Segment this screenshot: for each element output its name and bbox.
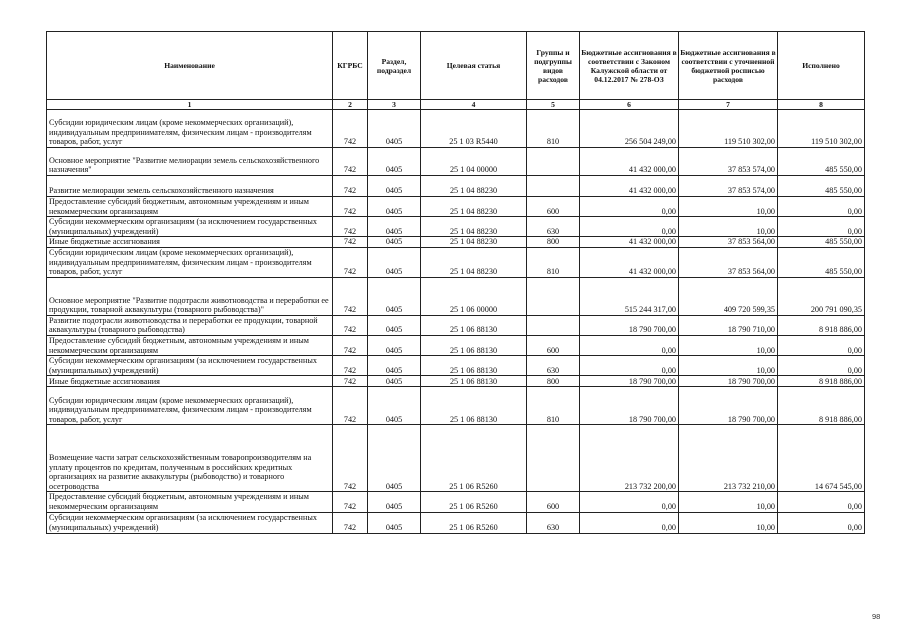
row-law-amount: 0,00: [580, 512, 679, 533]
row-refined-amount: 18 790 710,00: [679, 315, 778, 335]
table-row: [47, 492, 865, 512]
header-kgrbs: КГРБС: [333, 32, 368, 100]
row-group: 600: [527, 197, 580, 217]
row-target: 25 1 04 88230: [421, 197, 527, 217]
row-kgrbs: 742: [333, 176, 368, 197]
row-refined-amount: 10,00: [679, 197, 778, 217]
row-group: 810: [527, 247, 580, 277]
column-number: 2: [333, 100, 368, 110]
row-target: 25 1 04 88230: [421, 237, 527, 248]
row-target: 25 1 06 R5260: [421, 425, 527, 492]
row-name: Развитие подотрасли животноводства и переработки ее продукции, товарной аквакультуры (товарного рыбоводства): [47, 315, 333, 335]
row-name: Основное мероприятие "Развитие мелиорации земель сельскохозяйственного назначения": [47, 148, 333, 176]
table-row: [47, 176, 865, 197]
table-row: [47, 387, 865, 425]
row-refined-amount: 18 790 700,00: [679, 387, 778, 425]
row-group: 810: [527, 387, 580, 425]
table-row: [47, 425, 865, 492]
row-executed-amount: 200 791 090,35: [778, 277, 865, 315]
row-kgrbs: 742: [333, 247, 368, 277]
row-section: 0405: [368, 277, 421, 315]
row-law-amount: 0,00: [580, 492, 679, 512]
row-executed-amount: 0,00: [778, 197, 865, 217]
row-kgrbs: 742: [333, 387, 368, 425]
row-group: 810: [527, 110, 580, 148]
column-number: 4: [421, 100, 527, 110]
row-group: 630: [527, 356, 580, 376]
row-law-amount: 0,00: [580, 197, 679, 217]
column-number: 3: [368, 100, 421, 110]
row-section: 0405: [368, 425, 421, 492]
header-executed: Исполнено: [778, 32, 865, 100]
header-name: Наименование: [47, 32, 333, 100]
row-name: Возмещение части затрат сельскохозяйственным товаропроизводителям на уплату процентов по кредитам, полученным в российских кредитных организациях на развитие аквакультуры (рыбоводство) и товарного осетроводства: [47, 425, 333, 492]
row-group: [527, 425, 580, 492]
row-section: 0405: [368, 247, 421, 277]
row-kgrbs: 742: [333, 197, 368, 217]
row-refined-amount: 37 853 574,00: [679, 148, 778, 176]
column-number: 6: [580, 100, 679, 110]
row-target: 25 1 04 00000: [421, 148, 527, 176]
row-name: Субсидии юридическим лицам (кроме некоммерческих организаций), индивидуальным предпринимателям, физическим лицам - производителям товаров, работ, услуг: [47, 387, 333, 425]
table-row: [47, 197, 865, 217]
row-law-amount: 41 432 000,00: [580, 176, 679, 197]
table-row: [47, 512, 865, 533]
row-name: Субсидии некоммерческим организациям (за исключением государственных (муниципальных) учреждений): [47, 217, 333, 237]
table-row: [47, 110, 865, 148]
row-executed-amount: 119 510 302,00: [778, 110, 865, 148]
table-row: [47, 356, 865, 376]
header-row: [47, 32, 865, 100]
row-group: 630: [527, 512, 580, 533]
row-refined-amount: 37 853 564,00: [679, 237, 778, 248]
row-kgrbs: 742: [333, 425, 368, 492]
row-section: 0405: [368, 356, 421, 376]
row-group: 800: [527, 237, 580, 248]
row-target: 25 1 06 R5260: [421, 512, 527, 533]
row-kgrbs: 742: [333, 512, 368, 533]
row-law-amount: 0,00: [580, 356, 679, 376]
row-group: 630: [527, 217, 580, 237]
row-law-amount: 41 432 000,00: [580, 148, 679, 176]
row-name: Субсидии юридическим лицам (кроме некоммерческих организаций), индивидуальным предпринимателям, физическим лицам - производителям товаров, работ, услуг: [47, 247, 333, 277]
row-name: Иные бюджетные ассигнования: [47, 237, 333, 248]
row-refined-amount: 37 853 564,00: [679, 247, 778, 277]
header-group: Группы и подгруппы видов расходов: [527, 32, 580, 100]
row-kgrbs: 742: [333, 492, 368, 512]
row-law-amount: 515 244 317,00: [580, 277, 679, 315]
table-row: [47, 217, 865, 237]
row-name: Предоставление субсидий бюджетным, автономным учреждениям и иным некоммерческим организациям: [47, 492, 333, 512]
row-executed-amount: 8 918 886,00: [778, 387, 865, 425]
row-target: 25 1 06 R5260: [421, 492, 527, 512]
row-refined-amount: 10,00: [679, 335, 778, 355]
row-refined-amount: 409 720 599,35: [679, 277, 778, 315]
row-refined-amount: 18 790 700,00: [679, 376, 778, 387]
table-row: [47, 148, 865, 176]
row-executed-amount: 485 550,00: [778, 148, 865, 176]
row-executed-amount: 0,00: [778, 335, 865, 355]
row-refined-amount: 119 510 302,00: [679, 110, 778, 148]
row-section: 0405: [368, 492, 421, 512]
table-row: [47, 237, 865, 248]
row-law-amount: 18 790 700,00: [580, 376, 679, 387]
row-name: Предоставление субсидий бюджетным, автономным учреждениям и иным некоммерческим организациям: [47, 197, 333, 217]
row-law-amount: 18 790 700,00: [580, 387, 679, 425]
row-group: [527, 277, 580, 315]
row-target: 25 1 03 R5440: [421, 110, 527, 148]
row-law-amount: 41 432 000,00: [580, 247, 679, 277]
row-law-amount: 41 432 000,00: [580, 237, 679, 248]
row-kgrbs: 742: [333, 335, 368, 355]
row-executed-amount: 14 674 545,00: [778, 425, 865, 492]
row-name: Субсидии некоммерческим организациям (за исключением государственных (муниципальных) учреждений): [47, 512, 333, 533]
row-executed-amount: 8 918 886,00: [778, 376, 865, 387]
row-kgrbs: 742: [333, 376, 368, 387]
row-group: 800: [527, 376, 580, 387]
row-name: Основное мероприятие "Развитие подотрасли животноводства и переработки ее продукции, товарной аквакультуры (товарного рыбоводства)": [47, 277, 333, 315]
row-kgrbs: 742: [333, 356, 368, 376]
row-target: 25 1 06 88130: [421, 356, 527, 376]
row-name: Субсидии юридическим лицам (кроме некоммерческих организаций), индивидуальным предпринимателям, физическим лицам - производителям товаров, работ, услуг: [47, 110, 333, 148]
table-row: [47, 247, 865, 277]
row-kgrbs: 742: [333, 148, 368, 176]
row-section: 0405: [368, 387, 421, 425]
budget-table: [46, 31, 865, 534]
row-group: 600: [527, 335, 580, 355]
row-target: 25 1 06 88130: [421, 387, 527, 425]
table-row: [47, 315, 865, 335]
budget-table-sheet: [46, 31, 864, 534]
column-number: 1: [47, 100, 333, 110]
row-section: 0405: [368, 237, 421, 248]
header-law: Бюджетные ассигнования в соответствии с Законом Калужской области от 04.12.2017 № 278-ОЗ: [580, 32, 679, 100]
row-name: Предоставление субсидий бюджетным, автономным учреждениям и иным некоммерческим организациям: [47, 335, 333, 355]
row-kgrbs: 742: [333, 237, 368, 248]
row-target: 25 1 06 00000: [421, 277, 527, 315]
table-body: [47, 110, 865, 534]
row-executed-amount: 8 918 886,00: [778, 315, 865, 335]
row-section: 0405: [368, 176, 421, 197]
row-target: 25 1 06 88130: [421, 315, 527, 335]
row-section: 0405: [368, 197, 421, 217]
row-target: 25 1 04 88230: [421, 247, 527, 277]
row-law-amount: 0,00: [580, 217, 679, 237]
row-section: 0405: [368, 217, 421, 237]
row-executed-amount: 0,00: [778, 217, 865, 237]
row-group: [527, 148, 580, 176]
row-section: 0405: [368, 148, 421, 176]
row-refined-amount: 37 853 574,00: [679, 176, 778, 197]
row-section: 0405: [368, 512, 421, 533]
row-name: Развитие мелиорации земель сельскохозяйственного назначения: [47, 176, 333, 197]
row-law-amount: 256 504 249,00: [580, 110, 679, 148]
table-row: [47, 376, 865, 387]
table-row: [47, 277, 865, 315]
row-executed-amount: 0,00: [778, 356, 865, 376]
row-section: 0405: [368, 315, 421, 335]
row-target: 25 1 04 88230: [421, 176, 527, 197]
row-executed-amount: 0,00: [778, 512, 865, 533]
header-section: Раздел, подраздел: [368, 32, 421, 100]
table-row: [47, 335, 865, 355]
column-number: 8: [778, 100, 865, 110]
row-section: 0405: [368, 335, 421, 355]
column-number-row: [47, 100, 865, 110]
row-refined-amount: 213 732 210,00: [679, 425, 778, 492]
header-refined: Бюджетные ассигнования в соответствии с уточненной бюджетной росписью расходов: [679, 32, 778, 100]
header-target: Целевая статья: [421, 32, 527, 100]
row-refined-amount: 10,00: [679, 217, 778, 237]
column-number: 5: [527, 100, 580, 110]
row-law-amount: 18 790 700,00: [580, 315, 679, 335]
row-executed-amount: 0,00: [778, 492, 865, 512]
row-executed-amount: 485 550,00: [778, 237, 865, 248]
page-number: 98: [872, 612, 881, 621]
row-kgrbs: 742: [333, 315, 368, 335]
column-number: 7: [679, 100, 778, 110]
row-group: 600: [527, 492, 580, 512]
row-law-amount: 213 732 200,00: [580, 425, 679, 492]
row-name: Субсидии некоммерческим организациям (за исключением государственных (муниципальных) учреждений): [47, 356, 333, 376]
row-executed-amount: 485 550,00: [778, 176, 865, 197]
row-group: [527, 176, 580, 197]
row-refined-amount: 10,00: [679, 512, 778, 533]
row-law-amount: 0,00: [580, 335, 679, 355]
row-refined-amount: 10,00: [679, 492, 778, 512]
row-name: Иные бюджетные ассигнования: [47, 376, 333, 387]
row-kgrbs: 742: [333, 277, 368, 315]
row-target: 25 1 06 88130: [421, 335, 527, 355]
row-section: 0405: [368, 110, 421, 148]
row-target: 25 1 06 88130: [421, 376, 527, 387]
row-executed-amount: 485 550,00: [778, 247, 865, 277]
row-target: 25 1 04 88230: [421, 217, 527, 237]
row-kgrbs: 742: [333, 110, 368, 148]
row-refined-amount: 10,00: [679, 356, 778, 376]
row-kgrbs: 742: [333, 217, 368, 237]
row-section: 0405: [368, 376, 421, 387]
row-group: [527, 315, 580, 335]
